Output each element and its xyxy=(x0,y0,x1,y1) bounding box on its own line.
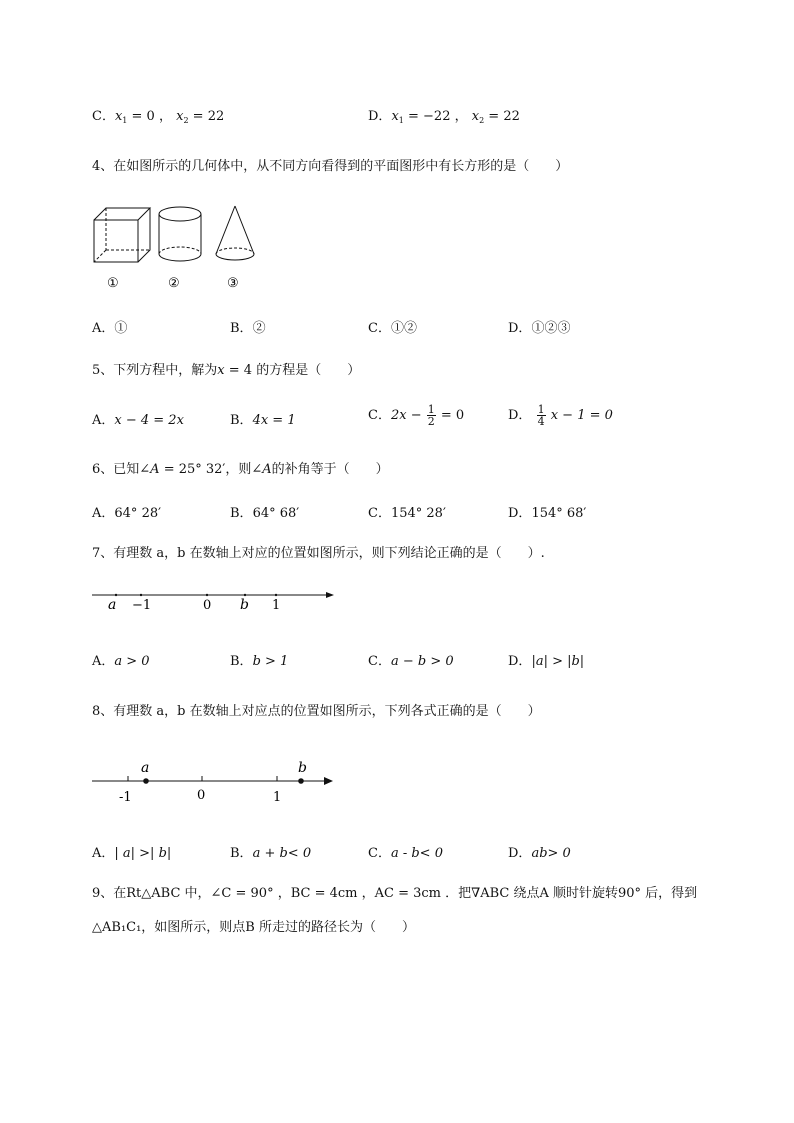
q9-stem-line2: △AB₁C₁，如图所示，则点B 所走过的路径长为（ ） xyxy=(92,920,415,935)
q6-option-a: A．64° 28′ xyxy=(92,506,162,521)
q7-number-line xyxy=(88,585,338,615)
figure-label-3: ③ xyxy=(227,276,239,291)
q4-option-a: A．① xyxy=(92,321,128,336)
q9-stem-line1: 9、在Rt△ABC 中，∠C = 90° ，BC = 4cm ，AC = 3cm ．把∇ABC 绕点A 顺时针旋转90° 后，得到 xyxy=(92,886,698,901)
axis-label-a: a xyxy=(108,597,117,613)
q5-option-a: A．x − 4 = 2x xyxy=(92,413,184,428)
q4-solids-figure xyxy=(88,198,268,298)
figure-label-2: ② xyxy=(168,276,180,291)
q6-option-d: D．154° 68′ xyxy=(508,506,587,521)
q8-number-line xyxy=(88,756,338,806)
cube-shape xyxy=(94,208,150,262)
axis-label-b: b xyxy=(240,597,249,613)
figure-label-1: ① xyxy=(107,276,119,291)
axis-label-neg1: -1 xyxy=(119,790,132,805)
q4-stem: 4、在如图所示的几何体中，从不同方向看得到的平面图形中有长方形的是（ ） xyxy=(92,159,569,174)
q6-option-b: B．64° 68′ xyxy=(230,506,300,521)
q5-option-c: C．2x − $\frac{1}{2}$ = 0 xyxy=(368,403,465,428)
axis-label-1: 1 xyxy=(273,790,282,805)
q8-option-b: B．a + b< 0 xyxy=(230,846,312,861)
axis-label-0: 0 xyxy=(203,598,212,613)
q7-option-d: D．|a| > |b| xyxy=(508,654,585,669)
cylinder-shape xyxy=(159,207,201,261)
axis-label-neg1: −1 xyxy=(132,598,152,613)
q3-option-c: C．$x_1 = 0$ ， $x_2 = 22$ xyxy=(92,109,225,125)
q6-stem: 6、已知∠A = 25° 32′，则∠A的补角等于（ ） xyxy=(92,462,389,477)
q8-option-c: C．a - b< 0 xyxy=(368,846,443,861)
q7-option-c: C．a − b > 0 xyxy=(368,654,454,669)
q5-stem: 5、下列方程中，解为x = 4 的方程是（ ） xyxy=(92,363,361,378)
cone-shape xyxy=(216,206,254,260)
axis-label-1: 1 xyxy=(272,598,281,613)
q5-option-d: D． $\frac{1}{4}$ x − 1 = 0 xyxy=(508,403,613,428)
q4-option-b: B．② xyxy=(230,321,266,336)
q4-option-d: D．①②③ xyxy=(508,321,571,336)
q6-option-c: C．154° 28′ xyxy=(368,506,446,521)
q3-option-d: D．$x_1 = -22$ ， $x_2 = 22$ xyxy=(368,109,520,125)
fraction-one-quarter: $\frac{1}{4}$ xyxy=(537,403,545,428)
q4-option-c: C．①② xyxy=(368,321,417,336)
q8-option-a: A．| a| >| b| xyxy=(92,846,172,861)
q7-option-b: B．b > 1 xyxy=(230,654,289,669)
axis-label-b: b xyxy=(298,760,307,776)
q8-stem: 8、有理数 a，b 在数轴上对应点的位置如图所示，下列各式正确的是（ ） xyxy=(92,704,541,719)
fraction-one-half: $\frac{1}{2}$ xyxy=(427,403,435,428)
q7-stem: 7、有理数 a，b 在数轴上对应的位置如图所示，则下列结论正确的是（ ）. xyxy=(92,546,545,561)
axis-label-a: a xyxy=(141,760,150,776)
axis-label-0: 0 xyxy=(197,788,206,803)
q5-option-b: B．4x = 1 xyxy=(230,413,296,428)
q7-option-a: A．a > 0 xyxy=(92,654,150,669)
q8-option-d: D．ab> 0 xyxy=(508,846,571,861)
